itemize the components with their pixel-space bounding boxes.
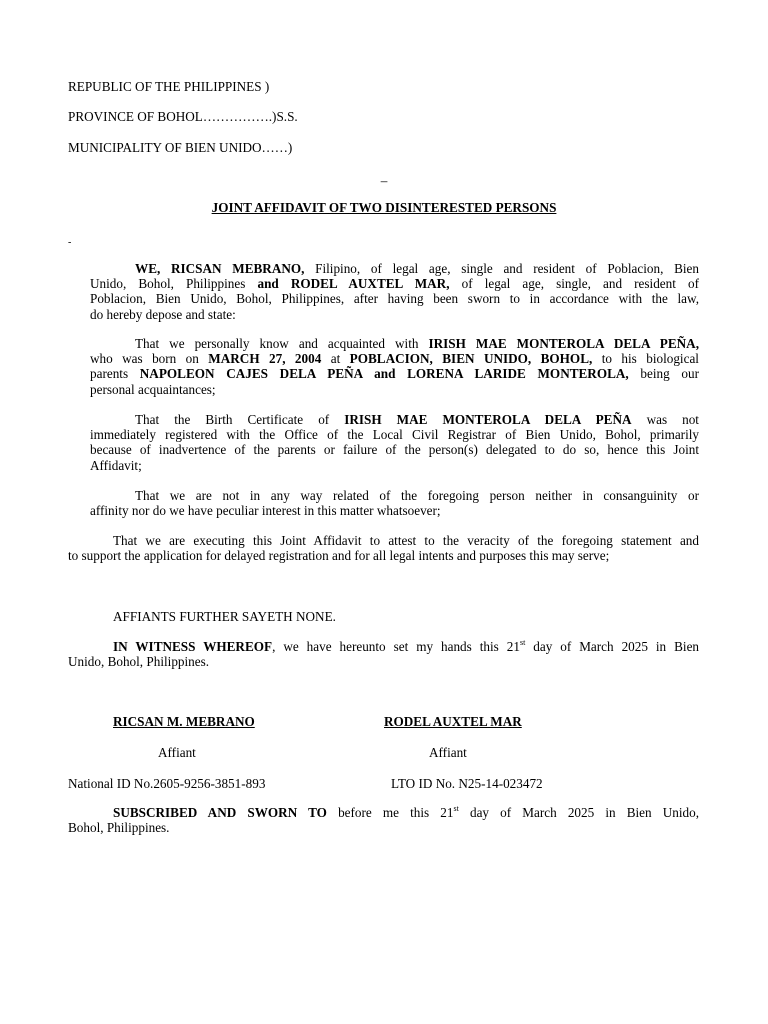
header-municipality: MUNICIPALITY OF BIEN UNIDO……) bbox=[68, 140, 293, 155]
affiant2-role: Affiant bbox=[429, 745, 467, 760]
paragraph-purpose: That we are executing this Joint Affidavit to attest to the veracity of the foregoing statement and to support the application for delayed registration and for all legal intents and purposes this may serve; bbox=[68, 533, 699, 564]
affiant1-id: National ID No.2605-9256-3851-893 bbox=[68, 776, 266, 791]
paragraph-witness: IN WITNESS WHEREOF, we have hereunto set my hands this 21st day of March 2025 in Bien Unido, Bohol, Philippines. bbox=[68, 638, 700, 670]
paragraph-not-related: That we are not in any way related of the foregoing person neither in consanguinity or affinity nor do we have peculiar interest in this matter whatsoever; bbox=[90, 488, 699, 519]
affiant1-role: Affiant bbox=[158, 745, 196, 760]
birth-place: POBLACION, BIEN UNIDO, BOHOL, bbox=[349, 351, 593, 367]
affiant1-name-intro: WE, RICSAN MEBRANO, bbox=[135, 261, 305, 276]
further-sayeth: AFFIANTS FURTHER SAYETH NONE. bbox=[113, 609, 336, 624]
birth-date: MARCH 27, 2004 bbox=[208, 351, 322, 367]
affiant2-signature-name: RODEL AUXTEL MAR bbox=[384, 714, 522, 729]
affiant1-signature-name: RICSAN M. MEBRANO bbox=[113, 714, 255, 729]
parents-names: NAPOLEON CAJES DELA PEÑA and LORENA LARIDE MONTEROLA, bbox=[139, 366, 629, 382]
header-republic: REPUBLIC OF THE PHILIPPINES ) bbox=[68, 79, 270, 94]
affiant2-id: LTO ID No. N25-14-023472 bbox=[391, 776, 543, 791]
paragraph-acquaintance: That we personally know and acquainted with IRISH MAE MONTEROLA DELA PEÑA, who was born on MARCH 27, 2004 at POBLACION, BIEN UNIDO, BOHOL, to his biological parents NAPOLEON CAJES DELA PEÑA and LORENA LARIDE MONTEROLA, being our personal acquaintances; bbox=[90, 336, 699, 397]
paragraph-birth-certificate: That the Birth Certificate of IRISH MAE MONTEROLA DELA PEÑA was not immediately registered with the Office of the Local Civil Registrar of Bien Unido, Bohol, primarily because of inadvertence of the parents or failure of the person(s) delegated to do so, hence this Joint Affidavit; bbox=[90, 412, 699, 473]
paragraph-jurat: SUBSCRIBED AND SWORN TO before me this 21st day of March 2025 in Bien Unido, Bohol, Philippines. bbox=[68, 804, 700, 836]
paragraph-intro: WE, RICSAN MEBRANO, Filipino, of legal age, single and resident of Poblacion, Bien Unido, Bohol, Philippines and RODEL AUXTEL MAR, of legal age, single, and resident of Poblacion, Bien Unido, Bohol, Philippines, after having been sworn to in accordance with the law, do hereby depose and state: bbox=[90, 261, 699, 322]
subject-name-2: IRISH MAE MONTEROLA DELA PEÑA bbox=[344, 412, 632, 427]
document-title: JOINT AFFIDAVIT OF TWO DISINTERESTED PERSONS bbox=[211, 200, 557, 215]
dash-mark: – bbox=[380, 173, 388, 188]
affiant2-name-intro: and RODEL AUXTEL MAR, bbox=[257, 276, 450, 292]
subject-name: IRISH MAE MONTEROLA DELA PEÑA, bbox=[428, 336, 699, 351]
small-mark: - bbox=[68, 237, 72, 248]
header-province: PROVINCE OF BOHOL…………….)S.S. bbox=[68, 109, 298, 124]
